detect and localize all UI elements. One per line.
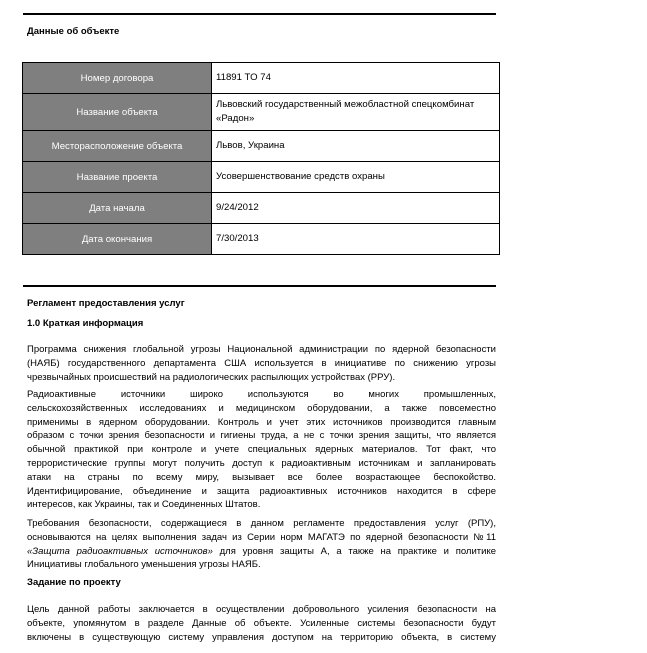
section-title: Данные об объекте (27, 26, 120, 37)
text-line: террористические группы могут получить доступ к радиоактивным источникам и запланировать (27, 457, 496, 469)
row-value: 9/24/2012 (212, 193, 500, 224)
row-label: Название проекта (23, 162, 212, 193)
text-line: включены в существующую систему управления доступом на территорию объекта, в систему (27, 631, 496, 643)
row-value: Львовский государственный межобластной спецкомбинат «Радон» (212, 94, 500, 131)
text-line: обычной практикой при контроле и учете специальных ядерных материалов. Тот факт, что (27, 444, 496, 456)
text-line: Инициативы глобального уменьшения угрозы НАЯБ. (27, 559, 261, 571)
object-info-table (22, 62, 500, 255)
paragraph-program (27, 343, 496, 384)
row-label: Дата начала (23, 193, 212, 224)
project-heading: Задание по проекту (27, 577, 121, 588)
table-row (23, 131, 500, 162)
table-row (23, 63, 500, 94)
text-line: применимы в ядерном оборудовании. Контроль и учет этих источников производится главным (27, 416, 496, 428)
text-line: атаки на страны по всему миру, вызывает все более возрастающее беспокойство. (27, 471, 496, 483)
text-line: Идентифицирование, объединение и защита радиоактивных источников находится в сфере (27, 485, 496, 497)
row-value: 11891 TO 74 (212, 63, 500, 94)
paragraph-project (27, 603, 496, 644)
table-row (23, 162, 500, 193)
italic-title: «Защита радиоактивных источников» (27, 545, 213, 557)
brief-heading: 1.0 Краткая информация (27, 318, 144, 329)
row-label: Название объекта (23, 94, 212, 131)
row-value: Львов, Украина (212, 131, 500, 162)
paragraph-requirements (27, 517, 496, 572)
text-line: Радиоактивные источники широко используются во многих промышленных, (27, 389, 496, 400)
table-row (23, 193, 500, 224)
mid-rule (23, 285, 496, 287)
text-line: «Защита радиоактивных источников» для уровня защиты А, а также на практике и политике (27, 545, 496, 557)
text-line: основываются на целях выполнения задач из Серии норм МАГАТЭ по ядерной безопасности №11 (27, 531, 496, 543)
row-label: Месторасположение объекта (23, 131, 212, 162)
row-label: Номер договора (23, 63, 212, 94)
text-line: Программа снижения глобальной угрозы Национальной администрации по ядерной безопасности (27, 344, 496, 355)
top-rule (23, 13, 496, 15)
table-row (23, 224, 500, 255)
row-value: Усовершенствование средств охраны (212, 162, 500, 193)
text-line: объекте, упомянутом в разделе Данные об объекте. Усиленные системы безопасности будут (27, 617, 496, 629)
regulation-title: Регламент предоставления услуг (27, 298, 185, 309)
text-line: интересов, как Украины, так и Соединенных Штатов. (27, 499, 261, 511)
row-value: 7/30/2013 (212, 224, 500, 255)
text-line: сельскохозяйственных исследованиях и медицинском оборудовании, а также повсеместно (27, 402, 496, 414)
text-line: Цель данной работы заключается в осуществлении добровольного усиления безопасности на (27, 604, 496, 615)
row-label: Дата окончания (23, 224, 212, 255)
text-line: (НАЯБ) государственного департамента США используется в инициативе по снижению угрозы (27, 357, 496, 369)
text-line: чрезвычайных происшествий на радиологических распылющих устройствах (РРУ). (27, 371, 396, 383)
text-line: Требования безопасности, содержащиеся в данном регламенте предоставления услуг (РПУ), (27, 518, 496, 529)
table-row (23, 94, 500, 131)
paragraph-sources (27, 388, 496, 512)
text-line: образом с точки зрения безопасности и гигиены труда, а не с точки зрения защиты, что является (27, 430, 496, 442)
